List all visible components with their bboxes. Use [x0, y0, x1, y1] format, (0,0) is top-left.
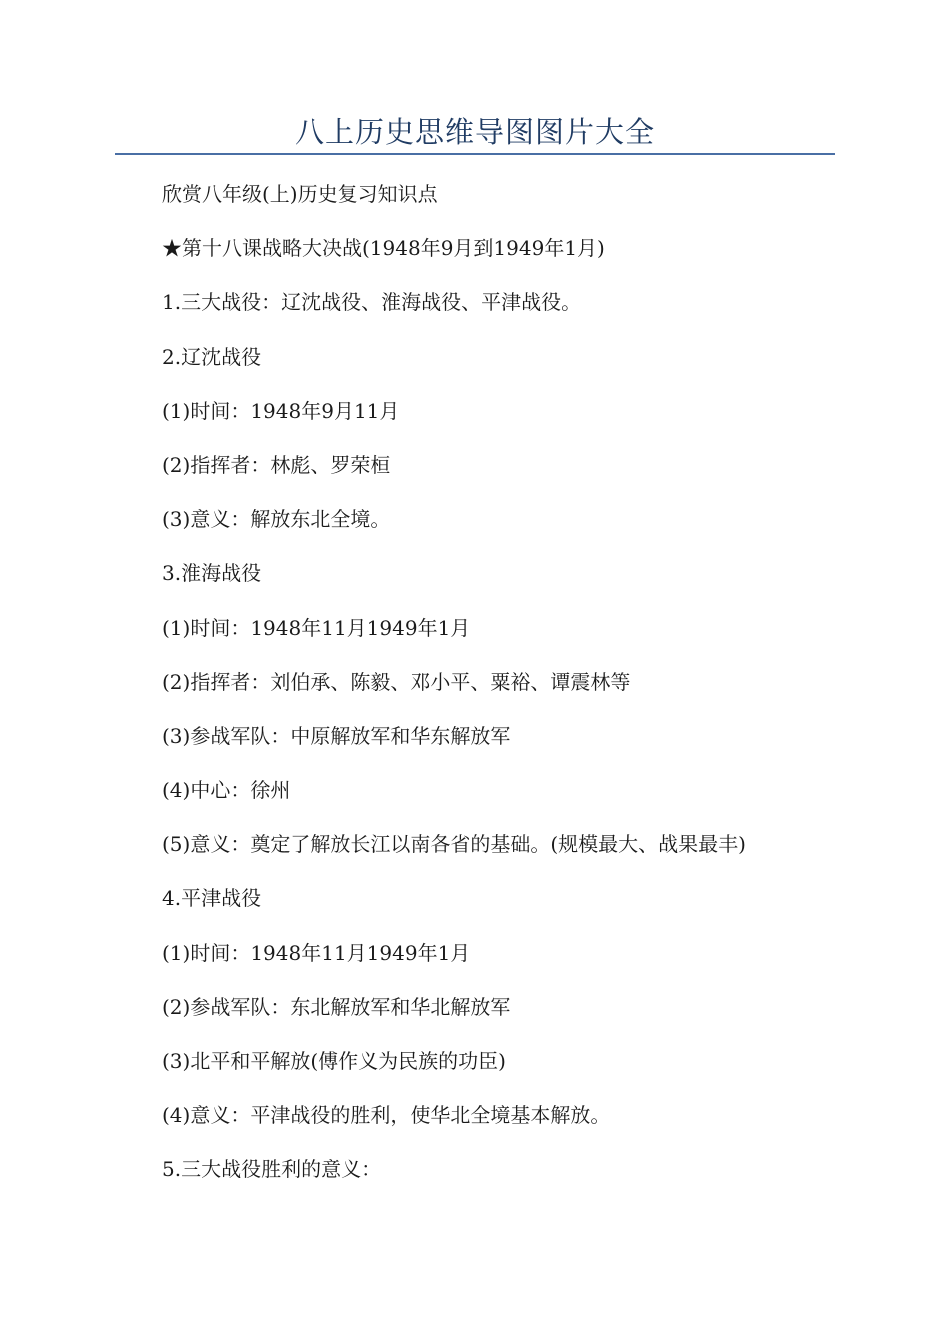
lesson-heading: ★第十八课战略大决战(1948年9月到1949年1月)	[162, 236, 605, 261]
list-item: (3)意义：解放东北全境。	[162, 507, 391, 532]
list-item: 1.三大战役：辽沈战役、淮海战役、平津战役。	[162, 290, 582, 315]
section-heading: 2.辽沈战役	[162, 344, 262, 369]
list-item: (5)意义：奠定了解放长江以南各省的基础。(规模最大、战果最丰)	[162, 832, 746, 857]
list-item: (1)时间：1948年9月11月	[162, 398, 400, 423]
list-item: (3)参战军队：中原解放军和华东解放军	[162, 723, 511, 748]
list-item: (1)时间：1948年11月1949年1月	[162, 940, 471, 965]
list-item: (3)北平和平解放(傅作义为民族的功臣)	[162, 1049, 506, 1073]
list-item: (2)指挥者：林彪、罗荣桓	[162, 452, 391, 477]
list-item: (1)时间：1948年11月1949年1月	[162, 615, 471, 640]
document-body	[162, 176, 842, 1206]
section-heading: 3.淮海战役	[162, 561, 262, 586]
list-item: (2)参战军队：东北解放军和华北解放军	[162, 994, 511, 1019]
document-title: 八上历史思维导图图片大全	[294, 115, 655, 149]
section-heading: 5.三大战役胜利的意义：	[162, 1157, 382, 1182]
section-heading: 4.平津战役	[162, 886, 262, 911]
list-item: (4)中心：徐州	[162, 778, 291, 803]
title-underline	[115, 153, 835, 155]
intro-line: 欣赏八年级(上)历史复习知识点	[162, 182, 438, 206]
list-item: (2)指挥者：刘伯承、陈毅、邓小平、粟裕、谭震林等	[162, 669, 631, 694]
list-item: (4)意义：平津战役的胜利，使华北全境基本解放。	[162, 1103, 611, 1128]
